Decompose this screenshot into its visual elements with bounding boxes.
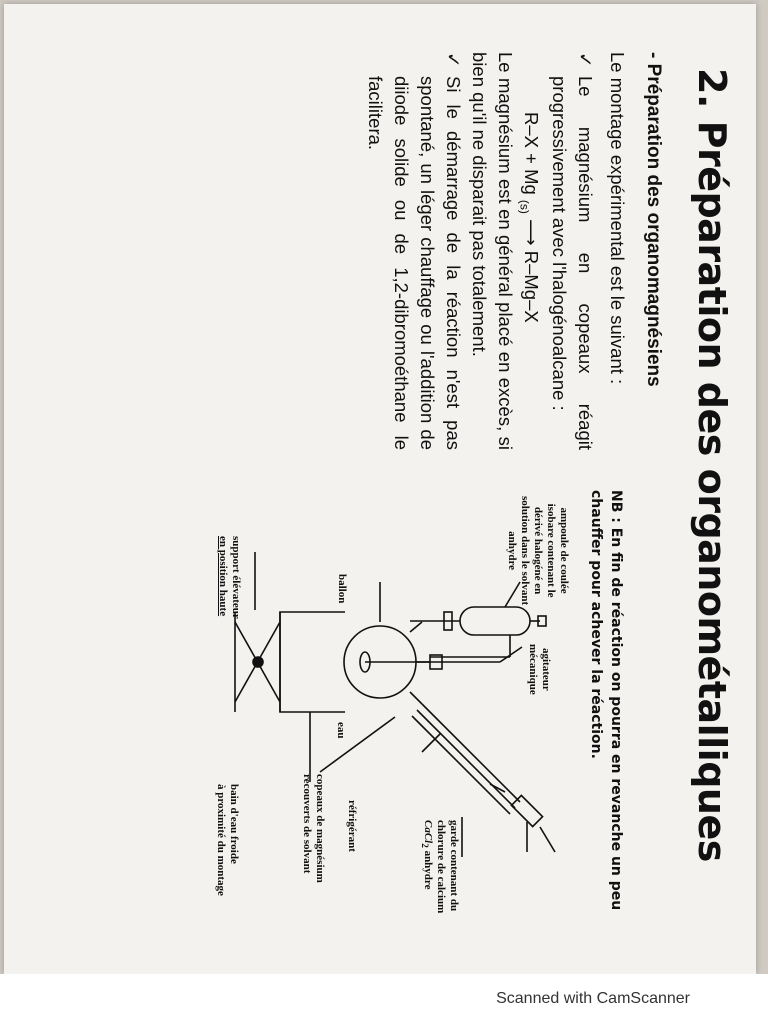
bullet-check: ✓ <box>575 52 596 68</box>
nb-line-1: NB : En fin de réaction on pourra en revanche un peu <box>608 490 624 911</box>
paragraph-3-line-3: diiode solide ou de 1,2-dibromoéthane le <box>391 76 412 450</box>
equation-product: R–Mg–X <box>521 250 542 323</box>
section-subtitle: - Préparation des organomagnésiens <box>643 52 664 387</box>
paragraph-3-line-2: spontané, un léger chauffage ou l'addition de <box>417 76 438 450</box>
water-bath <box>280 612 345 712</box>
intro-text: Le montage expérimental est le suivant : <box>607 52 628 385</box>
leader-lines <box>255 552 527 857</box>
condenser <box>412 704 520 814</box>
equation-arrow: ⟶ <box>521 219 542 246</box>
round-bottom-flask <box>344 622 430 704</box>
rotated-content <box>20 32 740 992</box>
paragraph-3-line-1: Si le démarrage de la réaction n'est pas <box>443 76 464 450</box>
dropping-funnel <box>410 607 546 657</box>
equation-state: (s) <box>517 199 532 214</box>
label-copeaux: copeaux de magnésium recouverts de solvant <box>301 774 326 883</box>
label-agitateur: agitateur mécanique <box>527 644 552 695</box>
camscanner-watermark: Scanned with CamScanner <box>496 990 690 1007</box>
label-ballon: ballon <box>336 574 348 604</box>
label-eau: eau <box>335 722 347 739</box>
label-support: support élévateur en position haute <box>217 536 242 619</box>
equation-reactants: R–X + Mg <box>521 112 542 195</box>
nb-line-2: chauffer pour achever la réaction. <box>588 490 604 759</box>
label-refrigerant: réfrigérant <box>346 800 358 852</box>
mechanical-stirrer <box>360 652 500 672</box>
page-title: 2. Préparation des organométalliques <box>690 68 734 862</box>
paragraph-1-line-1: Le magnésium en copeaux réagit <box>575 76 596 450</box>
paragraph-2-line-1: Le magnésium est en général placé en excès, si <box>495 52 516 450</box>
label-bain: bain d'eau froide à proximité du montage <box>215 784 240 896</box>
label-ampoule: ampoule de coulée isobare contenant le dérivé halogéné en solution dans le solvant anhydre <box>506 496 570 606</box>
drying-tube <box>511 795 555 852</box>
apparatus-diagram <box>200 472 580 892</box>
paragraph-2-line-2: bien qu'il ne disparait pas totalement. <box>469 52 490 357</box>
paragraph-1-line-2: progressivement avec l'halogénoalcane : <box>549 76 570 411</box>
bullet-check: ✓ <box>443 52 464 68</box>
label-garde: garde contenant du chlorure de calcium CaCl$_2$ anhydre <box>419 820 460 914</box>
lab-jack <box>235 612 280 712</box>
paragraph-3-line-4: facilitera. <box>365 76 386 151</box>
